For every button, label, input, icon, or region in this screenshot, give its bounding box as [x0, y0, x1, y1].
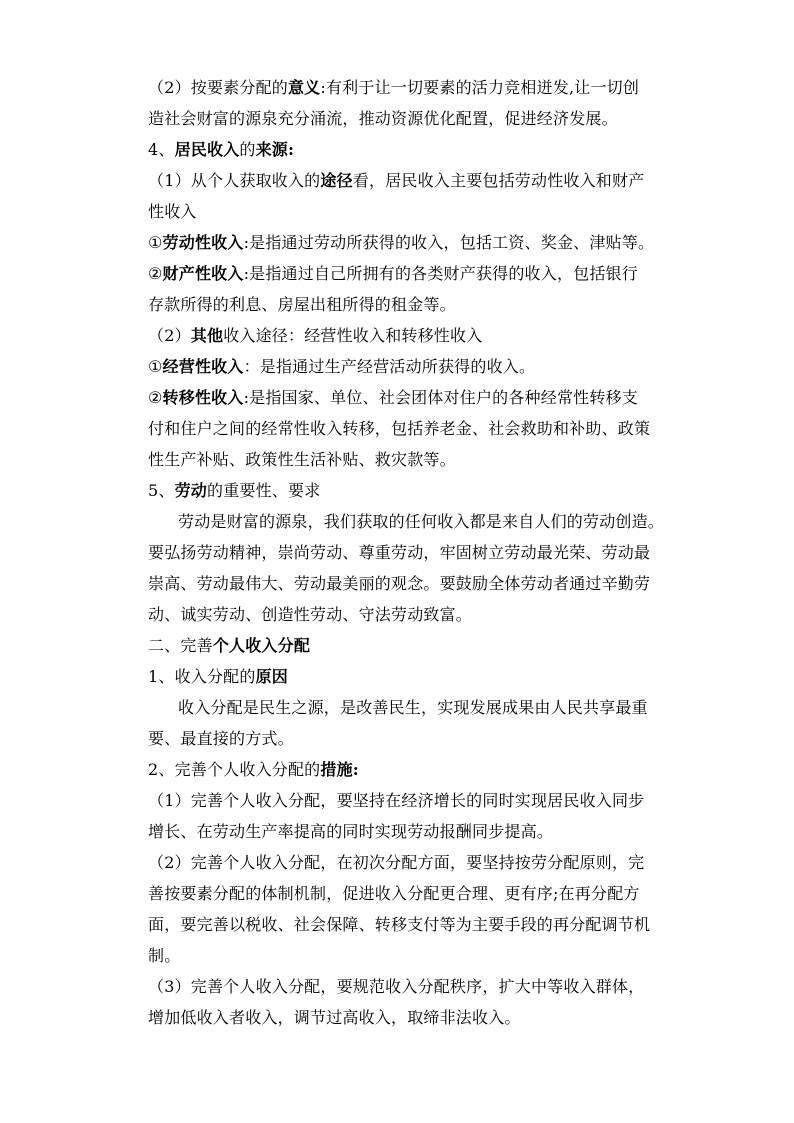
text-segment: :是指通过自己所拥有的各类财产获得的收入，包括银行 — [243, 264, 638, 283]
text-line — [148, 568, 651, 599]
text-line — [148, 630, 648, 661]
bold-text-segment: 经营性收入 — [162, 357, 244, 376]
text-segment: 善按要素分配的体制机制，促进收入分配更合理、更有序;在再分配方 — [148, 884, 640, 903]
text-segment: 收入分配是民生之源，是改善民生，实现发展成果由人民共享最重 — [178, 698, 648, 717]
text-line — [148, 599, 648, 630]
text-segment: （2）按要素分配的 — [148, 78, 288, 97]
bold-text-segment: 居民收入 — [174, 140, 240, 159]
text-segment: :有利于让一切要素的活力竞相迸发,让一切创 — [320, 78, 640, 97]
bold-text-segment: 劳动性收入 — [162, 233, 244, 252]
text-line — [148, 227, 655, 258]
text-line — [148, 444, 648, 475]
text-segment: 4、 — [148, 140, 175, 159]
bold-text-segment: 转移性收入 — [162, 388, 244, 407]
bold-text-segment: 财产性收入 — [162, 264, 244, 283]
bold-text-segment: 其他 — [190, 326, 224, 345]
text-segment: ① — [148, 233, 163, 252]
text-segment: （1）从个人获取收入的 — [148, 171, 321, 190]
text-segment: 收入途径：经营性收入和转移性收入 — [223, 326, 483, 345]
text-line — [148, 971, 648, 1002]
text-segment: 1、收入分配的 — [148, 667, 256, 686]
text-segment: 性生产补贴、政策性生活补贴、救灾款等。 — [148, 450, 456, 469]
document-body — [148, 72, 665, 1033]
text-line — [148, 1002, 648, 1033]
text-line — [148, 537, 651, 568]
text-segment: 的 — [239, 140, 256, 159]
text-line — [148, 506, 665, 537]
text-line — [148, 754, 648, 785]
text-segment: 增长、在劳动生产率提高的同时实现劳动报酬同步提高。 — [148, 822, 554, 841]
text-segment: 动、诚实劳动、创造性劳动、守法劳动致富。 — [148, 605, 473, 624]
text-segment: 看，居民收入主要包括劳动性收入和财产 — [352, 171, 645, 190]
bold-text-segment: 个人收入分配 — [212, 636, 311, 655]
text-line — [148, 134, 648, 165]
text-segment: ：是指通过生产经营活动所获得的收入。 — [243, 357, 536, 376]
text-segment: 5、 — [148, 481, 175, 500]
text-line — [148, 165, 648, 196]
text-segment: 存款所得的利息、房屋出租所得的租金等。 — [148, 295, 456, 314]
text-line — [148, 878, 648, 909]
text-line — [148, 258, 648, 289]
text-segment: 要、最直接的方式。 — [148, 729, 294, 748]
text-segment: ① — [148, 357, 163, 376]
text-line — [148, 289, 648, 320]
text-segment: 二、完善 — [148, 636, 213, 655]
text-line — [148, 413, 651, 444]
text-segment: ② — [148, 388, 163, 407]
text-segment: ② — [148, 264, 163, 283]
text-segment: 2、完善个人收入分配的 — [148, 760, 321, 779]
bold-text-segment: 意义 — [287, 78, 321, 97]
text-line — [148, 103, 648, 134]
text-segment: 付和住户之间的经常性收入转移，包括养老金、社会救助和补助、政策 — [148, 419, 651, 438]
text-segment: 崇高、劳动最伟大、劳动最美丽的观念。要鼓励全体劳动者通过辛勤劳 — [148, 574, 651, 593]
text-line — [148, 692, 648, 723]
text-line — [148, 816, 648, 847]
text-line — [148, 723, 648, 754]
text-line — [148, 847, 648, 878]
text-line — [148, 351, 648, 382]
text-line — [148, 320, 648, 351]
text-segment: 面，要完善以税收、社会保障、转移支付等为主要手段的再分配调节机 — [148, 915, 651, 934]
bold-text-segment: 措施: — [320, 760, 359, 779]
text-segment: （2）完善个人收入分配，在初次分配方面，要坚持按劳分配原则，完 — [148, 853, 645, 872]
bold-text-segment: 途径 — [320, 171, 353, 190]
text-line — [148, 661, 648, 692]
text-line — [148, 475, 648, 506]
text-segment: （1）完善个人收入分配，要坚持在经济增长的同时实现居民收入同步 — [148, 791, 645, 810]
text-line — [148, 785, 648, 816]
text-segment: （2） — [148, 326, 191, 345]
text-segment: :是指国家、单位、社会团体对住户的各种经常性转移支 — [243, 388, 638, 407]
bold-text-segment: 劳动 — [174, 481, 207, 500]
text-segment: 增加低收入者收入，调节过高收入，取缔非法收入。 — [148, 1008, 521, 1027]
text-segment: :是指通过劳动所获得的收入，包括工资、奖金、津贴等。 — [243, 233, 655, 252]
text-line — [148, 382, 648, 413]
text-line — [148, 196, 648, 227]
text-segment: （3）完善个人收入分配，要规范收入分配秩序，扩大中等收入群体， — [148, 977, 645, 996]
text-line — [148, 940, 648, 971]
text-segment: 制。 — [148, 946, 181, 965]
bold-text-segment: 原因 — [255, 667, 288, 686]
text-segment: 性收入 — [148, 202, 197, 221]
text-segment: 劳动是财富的源泉，我们获取的任何收入都是来自人们的劳动创造。 — [178, 512, 665, 531]
text-segment: 要弘扬劳动精神，崇尚劳动、尊重劳动，牢固树立劳动最光荣、劳动最 — [148, 543, 651, 562]
text-segment: 造社会财富的源泉充分涌流，推动资源优化配置，促进经济发展。 — [148, 109, 618, 128]
bold-text-segment: 来源: — [255, 140, 295, 159]
text-line — [148, 72, 648, 103]
text-segment: 的重要性、要求 — [207, 481, 321, 500]
text-line — [148, 909, 651, 940]
